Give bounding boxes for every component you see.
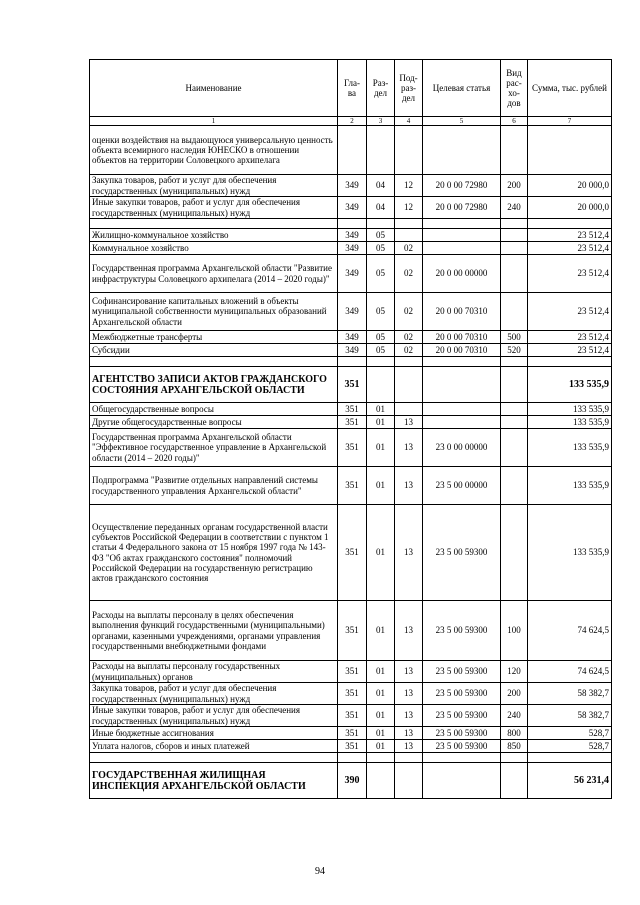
row-subsection-cell xyxy=(395,126,423,175)
row-sum-cell: 23 512,4 xyxy=(528,331,612,344)
row-article-cell: 23 0 00 00000 xyxy=(423,429,501,467)
table-row xyxy=(90,344,612,357)
row-article-cell: 23 5 00 59300 xyxy=(423,727,501,740)
column-number: 1 xyxy=(90,117,338,126)
row-section-cell: 01 xyxy=(367,467,395,505)
empty-cell xyxy=(338,219,367,229)
column-number: 3 xyxy=(367,117,395,126)
row-sum-cell: 133 535,9 xyxy=(528,467,612,505)
row-subsection-cell: 13 xyxy=(395,683,423,705)
spacer-row xyxy=(90,219,612,229)
row-sum-cell: 133 535,9 xyxy=(528,367,612,403)
row-subsection-cell: 13 xyxy=(395,429,423,467)
row-subsection-cell xyxy=(395,367,423,403)
empty-cell xyxy=(528,357,612,367)
row-sum-cell xyxy=(528,126,612,175)
empty-cell xyxy=(338,357,367,367)
row-chapter-cell: 390 xyxy=(338,763,367,799)
row-sum-cell: 74 624,5 xyxy=(528,601,612,661)
row-subsection-cell: 13 xyxy=(395,705,423,727)
row-subsection-cell: 13 xyxy=(395,467,423,505)
row-name-cell: Иные закупки товаров, работ и услуг для обеспечения государственных (муниципальных) нужд xyxy=(90,705,338,727)
row-chapter-cell: 351 xyxy=(338,416,367,429)
row-subsection-cell: 13 xyxy=(395,727,423,740)
row-name-cell: Софинансирование капитальных вложений в объекты муниципальной собственности муниципальных образований Архангельской области xyxy=(90,293,338,331)
table-row xyxy=(90,467,612,505)
row-article-cell xyxy=(423,126,501,175)
row-name-cell: Уплата налогов, сборов и иных платежей xyxy=(90,740,338,753)
column-number: 7 xyxy=(528,117,612,126)
row-chapter-cell: 351 xyxy=(338,367,367,403)
row-chapter-cell: 349 xyxy=(338,344,367,357)
row-article-cell xyxy=(423,763,501,799)
empty-cell xyxy=(90,219,338,229)
row-name-cell: Межбюджетные трансферты xyxy=(90,331,338,344)
row-name-cell: Субсидии xyxy=(90,344,338,357)
row-sum-cell: 528,7 xyxy=(528,740,612,753)
row-chapter-cell: 351 xyxy=(338,740,367,753)
table-row xyxy=(90,126,612,175)
column-number: 2 xyxy=(338,117,367,126)
row-expense-type-cell: 200 xyxy=(501,175,528,197)
row-expense-type-cell xyxy=(501,429,528,467)
row-name-cell: Общегосударственные вопросы xyxy=(90,403,338,416)
empty-cell xyxy=(367,219,395,229)
header-article: Целевая статья xyxy=(423,60,501,117)
row-chapter-cell: 349 xyxy=(338,197,367,219)
row-subsection-cell xyxy=(395,763,423,799)
row-article-cell xyxy=(423,367,501,403)
table-row xyxy=(90,661,612,683)
row-article-cell: 23 5 00 59300 xyxy=(423,705,501,727)
row-sum-cell: 133 535,9 xyxy=(528,429,612,467)
row-chapter-cell: 349 xyxy=(338,175,367,197)
row-section-cell: 01 xyxy=(367,403,395,416)
row-subsection-cell: 02 xyxy=(395,255,423,293)
row-expense-type-cell: 850 xyxy=(501,740,528,753)
row-section-cell: 01 xyxy=(367,683,395,705)
empty-cell xyxy=(501,357,528,367)
row-section-cell: 05 xyxy=(367,293,395,331)
row-name-cell: Иные бюджетные ассигнования xyxy=(90,727,338,740)
empty-cell xyxy=(528,219,612,229)
empty-cell xyxy=(367,357,395,367)
row-name-cell: Закупка товаров, работ и услуг для обеспечения государственных (муниципальных) нужд xyxy=(90,175,338,197)
row-chapter-cell xyxy=(338,126,367,175)
table-row xyxy=(90,229,612,242)
column-number: 5 xyxy=(423,117,501,126)
header-sum: Сумма, тыс. рублей xyxy=(528,60,612,117)
header-subsection: Под-раз-дел xyxy=(395,60,423,117)
row-expense-type-cell xyxy=(501,229,528,242)
row-sum-cell: 133 535,9 xyxy=(528,505,612,601)
row-section-cell: 04 xyxy=(367,197,395,219)
row-sum-cell: 23 512,4 xyxy=(528,229,612,242)
row-chapter-cell: 351 xyxy=(338,683,367,705)
empty-cell xyxy=(395,753,423,763)
row-chapter-cell: 349 xyxy=(338,229,367,242)
row-name-cell: Расходы на выплаты персоналу государственных (муниципальных) органов xyxy=(90,661,338,683)
header-expense-type: Вид рас-хо-дов xyxy=(501,60,528,117)
row-sum-cell: 20 000,0 xyxy=(528,175,612,197)
row-name-cell: Другие общегосударственные вопросы xyxy=(90,416,338,429)
row-subsection-cell: 02 xyxy=(395,331,423,344)
empty-cell xyxy=(367,753,395,763)
table-row xyxy=(90,331,612,344)
row-chapter-cell: 349 xyxy=(338,293,367,331)
table-row xyxy=(90,255,612,293)
row-name-cell: Иные закупки товаров, работ и услуг для обеспечения государственных (муниципальных) нужд xyxy=(90,197,338,219)
row-subsection-cell: 13 xyxy=(395,416,423,429)
table-row xyxy=(90,505,612,601)
row-subsection-cell xyxy=(395,403,423,416)
row-expense-type-cell xyxy=(501,242,528,255)
empty-cell xyxy=(501,219,528,229)
row-article-cell: 23 5 00 59300 xyxy=(423,683,501,705)
spacer-row xyxy=(90,753,612,763)
row-name-cell: Государственная программа Архангельской области "Эффективное государственное управление в Архангельской области (2014 – 2020 годы)" xyxy=(90,429,338,467)
row-article-cell xyxy=(423,229,501,242)
empty-cell xyxy=(423,219,501,229)
table-row xyxy=(90,429,612,467)
row-article-cell: 23 5 00 59300 xyxy=(423,601,501,661)
column-number: 4 xyxy=(395,117,423,126)
row-subsection-cell: 13 xyxy=(395,661,423,683)
row-sum-cell: 58 382,7 xyxy=(528,705,612,727)
table-body xyxy=(90,126,612,799)
row-expense-type-cell xyxy=(501,126,528,175)
row-chapter-cell: 351 xyxy=(338,505,367,601)
row-subsection-cell: 13 xyxy=(395,505,423,601)
table-row xyxy=(90,175,612,197)
column-number: 6 xyxy=(501,117,528,126)
row-section-cell: 05 xyxy=(367,242,395,255)
row-section-cell: 01 xyxy=(367,727,395,740)
row-expense-type-cell: 120 xyxy=(501,661,528,683)
table-row xyxy=(90,197,612,219)
row-subsection-cell: 12 xyxy=(395,197,423,219)
empty-cell xyxy=(395,219,423,229)
empty-cell xyxy=(423,357,501,367)
row-article-cell: 23 5 00 59300 xyxy=(423,661,501,683)
row-subsection-cell xyxy=(395,229,423,242)
row-article-cell: 20 0 00 72980 xyxy=(423,197,501,219)
table-row xyxy=(90,683,612,705)
empty-cell xyxy=(90,753,338,763)
row-subsection-cell: 13 xyxy=(395,740,423,753)
row-expense-type-cell xyxy=(501,467,528,505)
row-article-cell: 20 0 00 00000 xyxy=(423,255,501,293)
header-chapter: Гла-ва xyxy=(338,60,367,117)
row-name-cell: Осуществление переданных органам государственной власти субъектов Российской Федерации в соответствии с пунктом 1 статьи 4 Федерального закона от 15 ноября 1997 года № 143-ФЗ "Об актах гражданского состояния" полномочий Российской Федерации на государственную регистрацию актов гражданского состояния xyxy=(90,505,338,601)
row-expense-type-cell: 520 xyxy=(501,344,528,357)
empty-cell xyxy=(90,357,338,367)
row-section-cell: 01 xyxy=(367,416,395,429)
row-sum-cell: 23 512,4 xyxy=(528,242,612,255)
row-section-cell: 05 xyxy=(367,255,395,293)
empty-cell xyxy=(395,357,423,367)
row-article-cell: 20 0 00 72980 xyxy=(423,175,501,197)
row-section-cell: 01 xyxy=(367,661,395,683)
table-row xyxy=(90,293,612,331)
row-article-cell: 20 0 00 70310 xyxy=(423,331,501,344)
row-sum-cell: 528,7 xyxy=(528,727,612,740)
row-sum-cell: 58 382,7 xyxy=(528,683,612,705)
row-subsection-cell: 13 xyxy=(395,601,423,661)
row-article-cell: 23 5 00 59300 xyxy=(423,505,501,601)
row-section-cell: 05 xyxy=(367,229,395,242)
row-chapter-cell: 349 xyxy=(338,242,367,255)
row-expense-type-cell xyxy=(501,367,528,403)
row-sum-cell: 23 512,4 xyxy=(528,344,612,357)
row-section-cell: 01 xyxy=(367,429,395,467)
row-section-cell: 05 xyxy=(367,344,395,357)
row-expense-type-cell: 800 xyxy=(501,727,528,740)
table-row xyxy=(90,740,612,753)
row-section-cell: 04 xyxy=(367,175,395,197)
row-section-cell xyxy=(367,367,395,403)
row-sum-cell: 74 624,5 xyxy=(528,661,612,683)
row-subsection-cell: 02 xyxy=(395,293,423,331)
row-section-cell xyxy=(367,126,395,175)
row-chapter-cell: 351 xyxy=(338,403,367,416)
page-number: 94 xyxy=(315,866,325,877)
row-chapter-cell: 351 xyxy=(338,429,367,467)
agency-row xyxy=(90,367,612,403)
row-expense-type-cell: 500 xyxy=(501,331,528,344)
row-section-cell: 01 xyxy=(367,740,395,753)
header-row xyxy=(90,60,612,117)
table-row xyxy=(90,242,612,255)
row-subsection-cell: 02 xyxy=(395,344,423,357)
row-chapter-cell: 351 xyxy=(338,601,367,661)
row-name-cell: Жилищно-коммунальное хозяйство xyxy=(90,229,338,242)
row-expense-type-cell xyxy=(501,293,528,331)
row-chapter-cell: 349 xyxy=(338,331,367,344)
row-subsection-cell: 12 xyxy=(395,175,423,197)
column-number-row xyxy=(90,117,612,126)
row-article-cell: 23 5 00 59300 xyxy=(423,740,501,753)
empty-cell xyxy=(423,753,501,763)
row-expense-type-cell: 240 xyxy=(501,197,528,219)
row-name-cell: Расходы на выплаты персоналу в целях обеспечения выполнения функций государственными (муниципальными) органами, казенными учреждениями, органами управления государственными внебюджетными фондами xyxy=(90,601,338,661)
table-row xyxy=(90,601,612,661)
row-expense-type-cell xyxy=(501,763,528,799)
row-name-cell: АГЕНТСТВО ЗАПИСИ АКТОВ ГРАЖДАНСКОГО СОСТОЯНИЯ АРХАНГЕЛЬСКОЙ ОБЛАСТИ xyxy=(90,367,338,403)
row-section-cell: 01 xyxy=(367,601,395,661)
empty-cell xyxy=(501,753,528,763)
row-expense-type-cell xyxy=(501,255,528,293)
row-article-cell: 20 0 00 70310 xyxy=(423,344,501,357)
row-expense-type-cell: 200 xyxy=(501,683,528,705)
row-article-cell xyxy=(423,416,501,429)
row-chapter-cell: 349 xyxy=(338,255,367,293)
row-sum-cell: 133 535,9 xyxy=(528,403,612,416)
table-row xyxy=(90,727,612,740)
row-expense-type-cell: 240 xyxy=(501,705,528,727)
empty-cell xyxy=(528,753,612,763)
header-section: Раз-дел xyxy=(367,60,395,117)
row-chapter-cell: 351 xyxy=(338,727,367,740)
row-article-cell: 20 0 00 70310 xyxy=(423,293,501,331)
row-section-cell xyxy=(367,763,395,799)
row-chapter-cell: 351 xyxy=(338,661,367,683)
row-expense-type-cell xyxy=(501,505,528,601)
row-name-cell: оценки воздействия на выдающуюся универсальную ценность объекта всемирного наследия ЮНЕСКО в отношении объектов на территории Соловецкого архипелага xyxy=(90,126,338,175)
row-name-cell: ГОСУДАРСТВЕННАЯ ЖИЛИЩНАЯ ИНСПЕКЦИЯ АРХАНГЕЛЬСКОЙ ОБЛАСТИ xyxy=(90,763,338,799)
row-name-cell: Подпрограмма "Развитие отдельных направлений системы государственного управления Архангельской области" xyxy=(90,467,338,505)
row-article-cell xyxy=(423,242,501,255)
row-article-cell: 23 5 00 00000 xyxy=(423,467,501,505)
row-sum-cell: 23 512,4 xyxy=(528,255,612,293)
row-sum-cell: 23 512,4 xyxy=(528,293,612,331)
row-section-cell: 01 xyxy=(367,705,395,727)
spacer-row xyxy=(90,357,612,367)
agency-row xyxy=(90,763,612,799)
empty-cell xyxy=(338,753,367,763)
budget-table xyxy=(89,59,612,799)
table-row xyxy=(90,403,612,416)
row-name-cell: Государственная программа Архангельской области "Развитие инфраструктуры Соловецкого архипелага (2014 – 2020 годы)" xyxy=(90,255,338,293)
row-chapter-cell: 351 xyxy=(338,705,367,727)
table-row xyxy=(90,416,612,429)
row-section-cell: 05 xyxy=(367,331,395,344)
row-expense-type-cell: 100 xyxy=(501,601,528,661)
row-article-cell xyxy=(423,403,501,416)
row-name-cell: Коммунальное хозяйство xyxy=(90,242,338,255)
row-subsection-cell: 02 xyxy=(395,242,423,255)
table-row xyxy=(90,705,612,727)
row-sum-cell: 56 231,4 xyxy=(528,763,612,799)
row-sum-cell: 20 000,0 xyxy=(528,197,612,219)
row-section-cell: 01 xyxy=(367,505,395,601)
header-name: Наименование xyxy=(90,60,338,117)
row-name-cell: Закупка товаров, работ и услуг для обеспечения государственных (муниципальных) нужд xyxy=(90,683,338,705)
row-expense-type-cell xyxy=(501,416,528,429)
row-sum-cell: 133 535,9 xyxy=(528,416,612,429)
row-chapter-cell: 351 xyxy=(338,467,367,505)
row-expense-type-cell xyxy=(501,403,528,416)
